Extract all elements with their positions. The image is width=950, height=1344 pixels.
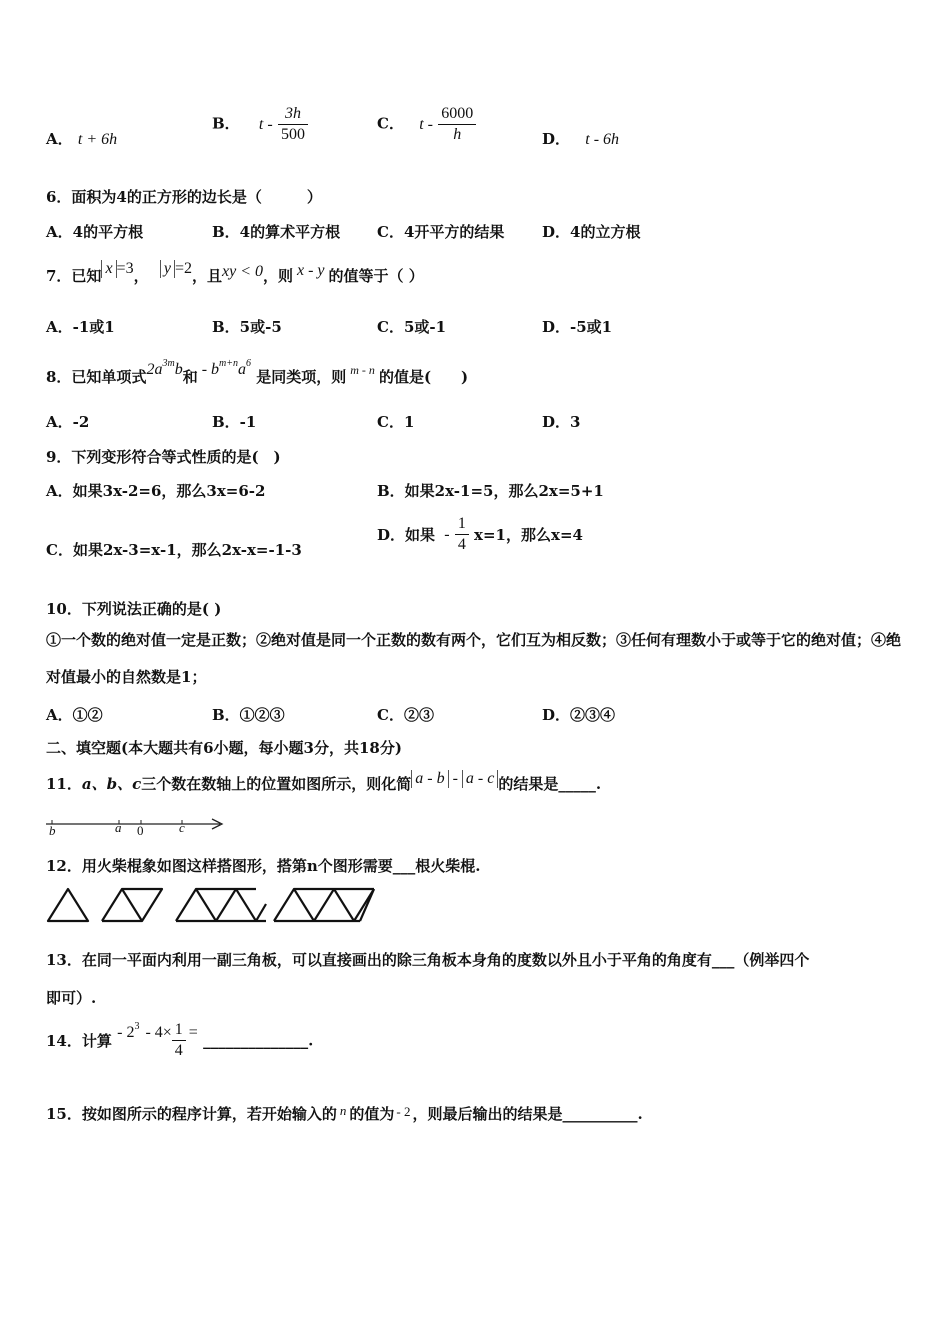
q6-stem: 6．面积为4的正方形的边长是（ ） bbox=[46, 188, 322, 206]
q9-option-b: B．如果2x-1=5，那么2x=5+1 bbox=[377, 482, 604, 500]
minus-sign: - bbox=[452, 770, 458, 787]
figure-2 bbox=[102, 889, 162, 921]
q10-option-b: B．①②③ bbox=[212, 706, 285, 724]
q7-option-a: A．-1或1 bbox=[46, 318, 115, 336]
q8-option-a: A．-2 bbox=[46, 413, 90, 431]
abs-x: x bbox=[101, 260, 116, 278]
q10-option-a: A．①② bbox=[46, 706, 103, 724]
fraction bbox=[278, 104, 308, 145]
eq-value: =2 bbox=[174, 260, 192, 277]
axis-label-c: c bbox=[179, 820, 185, 835]
q8-option-b: B．-1 bbox=[212, 413, 257, 431]
q7-option-b: B．5或-5 bbox=[212, 318, 282, 336]
option-label: B． bbox=[212, 114, 240, 133]
q15-stem bbox=[46, 1103, 643, 1124]
fraction-numerator: 1 bbox=[172, 1020, 186, 1041]
q11-text: 三个数在数轴上的位置如图所示，则化简 bbox=[141, 775, 412, 793]
number-line bbox=[44, 812, 228, 840]
q9-option-d bbox=[377, 514, 583, 555]
target-expr: m - n bbox=[350, 363, 375, 377]
matchstick-figures bbox=[44, 886, 384, 924]
q8-option-d: D．3 bbox=[542, 413, 581, 431]
figure-4 bbox=[274, 889, 374, 921]
q12-stem: 12．用火柴棍象如图这样搭图形，搭第n个图形需要___根火柴棍. bbox=[46, 857, 481, 875]
abs-a-minus-b: a - b bbox=[411, 770, 448, 788]
fraction-denominator: h bbox=[453, 126, 462, 143]
q8-suffix: 的值是( ) bbox=[378, 368, 469, 386]
exponent: m+n bbox=[219, 358, 239, 369]
monomial-var: a bbox=[238, 361, 247, 378]
fraction-denominator: 500 bbox=[280, 126, 305, 143]
target-expr: x - y bbox=[297, 262, 325, 279]
exponent: 3 bbox=[134, 1020, 140, 1032]
q10-body: ①一个数的绝对值一定是正数；②绝对值是同一个正数的数有两个，它们互为相反数；③任何有理数小于或等于它的绝对值；④绝对值最小的自然数是1； bbox=[46, 631, 902, 686]
separator: ，且 bbox=[191, 267, 222, 285]
fraction-denominator: 4 bbox=[457, 536, 466, 553]
fraction-denominator: 4 bbox=[174, 1042, 183, 1059]
q14-stem bbox=[46, 1020, 313, 1061]
monomial-coef: 2a bbox=[146, 361, 163, 378]
fraction-numerator: 1 bbox=[455, 514, 469, 535]
q9-option-a: A．如果3x-2=6，那么3x=6-2 bbox=[46, 482, 266, 500]
monomial-var: - b bbox=[201, 361, 220, 378]
figure-1 bbox=[48, 889, 88, 921]
separator: ， bbox=[133, 267, 149, 285]
q7-option-d: D．-5或1 bbox=[542, 318, 613, 336]
conjunction: 和 bbox=[182, 368, 198, 386]
q10-stem: 10．下列说法正确的是( ) bbox=[46, 600, 222, 618]
q8-mid: 是同类项，则 bbox=[256, 368, 347, 386]
figure-3 bbox=[176, 889, 266, 921]
number-line-axis bbox=[44, 812, 228, 840]
option-label: D． bbox=[542, 130, 571, 148]
variable-n: n bbox=[339, 1103, 347, 1118]
q13-line2: 即可）. bbox=[46, 989, 97, 1007]
option-text: D．如果 bbox=[377, 526, 436, 544]
q7-mid: ，则 bbox=[262, 267, 293, 285]
condition-expr: xy < 0 bbox=[221, 263, 263, 280]
option-expr: t + 6h bbox=[77, 131, 118, 148]
option-expr: t - 6h bbox=[585, 131, 620, 148]
equals-sign: = bbox=[188, 1023, 198, 1041]
monomial-1 bbox=[146, 358, 183, 378]
expr-middle: - 4× bbox=[145, 1023, 172, 1041]
abs-y: y bbox=[160, 260, 175, 278]
answer-blank: ______________. bbox=[203, 1031, 314, 1050]
q15-mid: 的值为 bbox=[349, 1105, 395, 1123]
axis-label-a: a bbox=[115, 820, 122, 835]
q5-option-c bbox=[377, 104, 476, 145]
fraction-numerator: 6000 bbox=[438, 104, 476, 125]
exponent: 3m bbox=[162, 358, 175, 369]
q7-suffix: 的值等于（ ） bbox=[328, 267, 424, 285]
q8-option-c: C．1 bbox=[377, 413, 415, 431]
q7-stem bbox=[46, 260, 424, 286]
q11-suffix: 的结果是_____. bbox=[498, 775, 602, 793]
q13-line1: 13．在同一平面内利用一副三角板，可以直接画出的除三角板本身角的度数以外且小于平角的角度有___（例举四个 bbox=[46, 951, 810, 969]
q10-option-d: D．②③④ bbox=[542, 706, 616, 724]
q15-suffix: ，则最后输出的结果是__________. bbox=[412, 1105, 643, 1123]
variables: a、b、c bbox=[81, 775, 142, 793]
monomial-2 bbox=[201, 358, 252, 378]
power-base: - 2 bbox=[117, 1023, 135, 1041]
eq-value: =3 bbox=[116, 260, 134, 277]
minus-sign: - bbox=[444, 525, 450, 543]
exponent: 6 bbox=[246, 358, 252, 369]
fraction bbox=[438, 104, 476, 145]
option-expr-prefix: t - bbox=[419, 115, 433, 133]
q7-prefix: 7．已知 bbox=[46, 267, 102, 285]
q11-stem bbox=[46, 770, 601, 794]
abs-a-minus-c: a - c bbox=[462, 770, 498, 788]
option-label: A． bbox=[46, 130, 73, 148]
q6-option-a: A．4的平方根 bbox=[46, 223, 144, 241]
option-expr-prefix: t - bbox=[258, 115, 273, 133]
q5-option-a bbox=[46, 128, 117, 149]
option-label: C． bbox=[377, 114, 404, 133]
q7-option-c: C．5或-1 bbox=[377, 318, 447, 336]
q6-option-d: D．4的立方根 bbox=[542, 223, 641, 241]
fraction-numerator: 3h bbox=[278, 104, 308, 125]
option-text: x=1，那么x=4 bbox=[474, 526, 583, 544]
q8-stem bbox=[46, 358, 468, 387]
axis-label-b: b bbox=[49, 823, 56, 838]
input-value: - 2 bbox=[396, 1104, 411, 1119]
q14-expression bbox=[117, 1020, 172, 1041]
fraction bbox=[455, 514, 469, 555]
section-heading: 二、填空题(本大题共有6小题，每小题3分，共18分) bbox=[46, 739, 402, 757]
q9-option-c: C．如果2x-3=x-1，那么2x-x=-1-3 bbox=[46, 541, 302, 559]
q15-prefix: 15．按如图所示的程序计算，若开始输入的 bbox=[46, 1105, 337, 1123]
q10-option-c: C．②③ bbox=[377, 706, 434, 724]
q11-prefix: 11． bbox=[46, 775, 82, 793]
axis-label-zero: 0 bbox=[137, 823, 144, 838]
monomial-var: b bbox=[174, 361, 183, 378]
q8-prefix: 8．已知单项式 bbox=[46, 368, 147, 386]
q6-option-c: C．4开平方的结果 bbox=[377, 223, 505, 241]
q6-option-b: B．4的算术平方根 bbox=[212, 223, 341, 241]
q14-prefix: 14．计算 bbox=[46, 1032, 112, 1050]
q5-option-b bbox=[212, 104, 308, 145]
q9-stem: 9．下列变形符合等式性质的是( ) bbox=[46, 448, 281, 466]
fraction bbox=[172, 1020, 186, 1061]
q5-option-d bbox=[542, 128, 619, 149]
